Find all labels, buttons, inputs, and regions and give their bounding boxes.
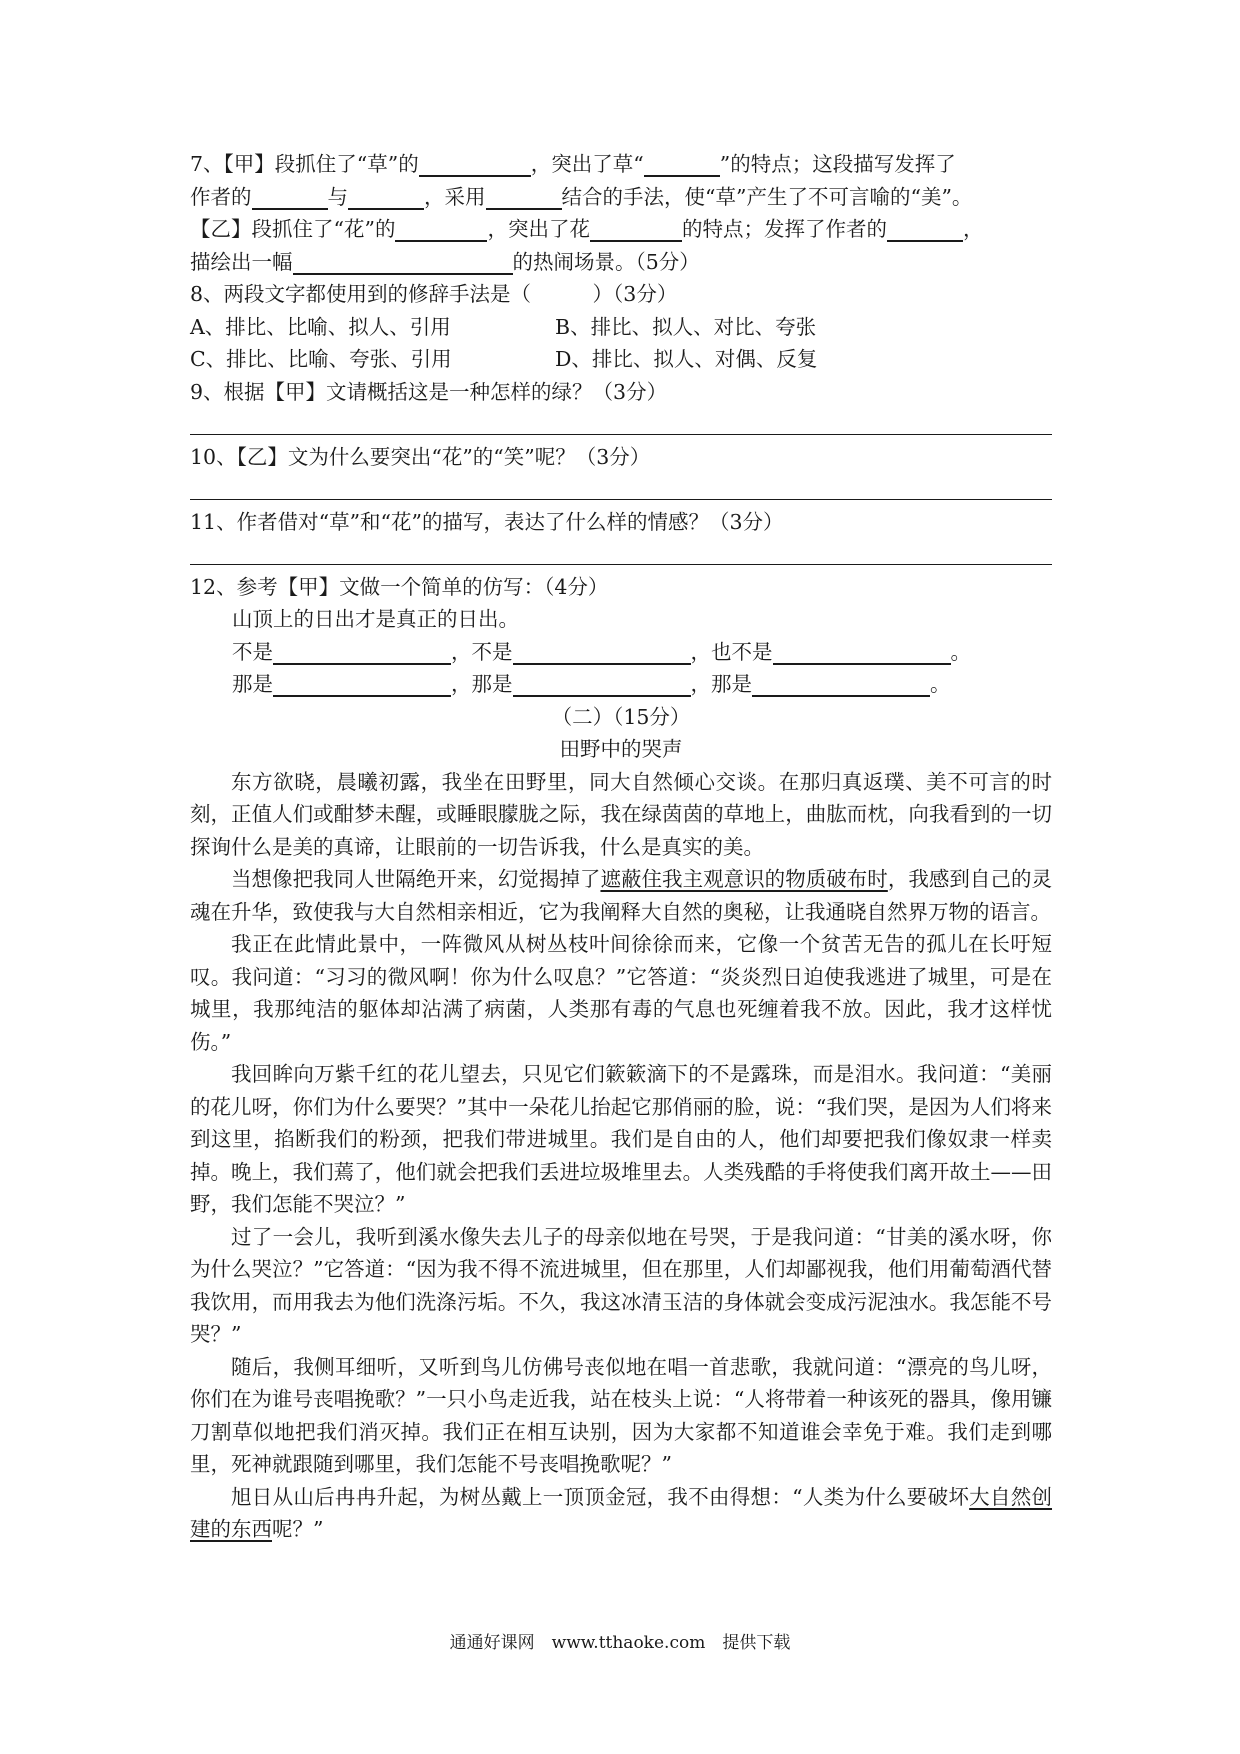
q7-text: ，突出了花 <box>487 217 590 241</box>
underlined-phrase: 遮蔽住我主观意识的物质破布时 <box>600 867 888 891</box>
passage-paragraph-3: 我正在此情此景中，一阵微风从树丛枝叶间徐徐而来，它像一个贫苦无告的孤儿在长吁短叹。我问道：“习习的微风啊！你为什么叹息？”它答道：“炎炎烈日迫使我逃进了城里，可是在城里，我那纯洁的躯体却沾满了病菌，人类那有毒的气息也死缠着我不放。因此，我才这样忧伤。” <box>190 932 1052 1054</box>
paragraph-text: 当想像把我同人世隔绝开来，幻觉揭掉了 <box>231 867 601 891</box>
option-d[interactable]: D、排比、拟人、对偶、反复 <box>555 347 818 371</box>
q7-text: ”的特点；这段描写发挥了 <box>719 152 956 176</box>
answer-blank[interactable] <box>513 673 691 697</box>
q8-options-row-2 <box>190 343 1052 376</box>
answer-blank[interactable] <box>590 218 682 242</box>
paragraph-text: 旭日从山后冉冉升起，为树丛戴上一顶顶金冠，我不由得想：“人类为什么要破坏 <box>231 1484 970 1509</box>
q7-text: 结合的手法，使“草”产生了不可言喻的“美”。 <box>561 184 973 209</box>
q12-text: ，那是 <box>690 672 752 696</box>
q12-text: 。 <box>930 672 951 696</box>
q12-row-2 <box>190 668 1052 701</box>
q12-text: ，那是 <box>451 672 513 696</box>
passage-paragraph-6: 随后，我侧耳细听，又听到鸟儿仿佛号丧似地在唱一首悲歌，我就问道：“漂亮的鸟儿呀，你们在为谁号丧唱挽歌？”一只小鸟走近我，站在枝头上说：“人将带着一种该死的器具，像用镰刀割草似地把我们消灭掉。我们正在相互诀别，因为大家都不知道谁会幸免于难。我们走到哪里，死神就跟随到哪里，我们怎能不号丧唱挽歌呢？” <box>190 1354 1052 1476</box>
answer-blank[interactable] <box>513 641 691 665</box>
passage-paragraph-7 <box>190 1481 1052 1546</box>
q12-example: 山顶上的日出才是真正的日出。 <box>232 607 519 631</box>
answer-blank[interactable] <box>273 641 451 665</box>
passage-paragraph-4: 我回眸向万紫千红的花儿望去，只见它们簌簌滴下的不是露珠，而是泪水。我问道：“美丽的花儿呀，你们为什么要哭？”其中一朵花儿抬起它那俏丽的脸，说：“我们哭，是因为人们将来到这里，掐断我们的粉颈，把我们带进城里。我们是自由的人，他们却要把我们像奴隶一样卖掉。晚上，我们蔫了，他们就会把我们丢进垃圾堆里去。人类残酷的手将使我们离开故土——田野，我们怎能不哭泣？” <box>190 1062 1052 1216</box>
answer-blank[interactable] <box>773 641 951 665</box>
q7-text: ， <box>962 217 984 241</box>
q7-text: 的热闹场景。（5分） <box>512 249 700 274</box>
answer-blank[interactable] <box>752 673 930 697</box>
q12-text: 不是 <box>232 639 273 664</box>
q7-text: 【乙】段抓住了“花”的 <box>190 217 396 241</box>
answer-blank[interactable] <box>293 251 513 275</box>
option-c[interactable]: C、排比、比喻、夸张、引用 <box>190 347 452 371</box>
answer-blank[interactable] <box>887 218 963 242</box>
answer-blank[interactable] <box>252 186 328 210</box>
q10-stem: 10、【乙】文为什么要突出“花”的“笑”呢？（3分） <box>190 444 651 469</box>
q9-answer-line[interactable] <box>190 408 1052 441</box>
q7-text: ，突出了草“ <box>530 152 644 176</box>
q7-text: 与 <box>327 184 348 209</box>
answer-blank[interactable] <box>644 153 720 177</box>
option-b[interactable]: B、排比、拟人、对比、夸张 <box>555 314 817 339</box>
q7-line-4 <box>190 246 1052 279</box>
paragraph-text: ，我感到自己的灵魂在升华，致使我与大自然相亲相近，它为我阐释大自然的奥秘，让我通晓自然界万物的语言。 <box>190 867 1053 924</box>
paragraph-text: 呢？” <box>272 1517 324 1541</box>
passage-paragraph-2 <box>190 863 1052 928</box>
answer-blank[interactable] <box>348 186 424 210</box>
answer-blank[interactable] <box>273 673 451 697</box>
q7-line-1 <box>190 148 1052 181</box>
q7-line-2 <box>190 181 1052 214</box>
section-heading: （二）（15分） <box>551 704 691 729</box>
q12-stem: 12、参考【甲】文做一个简单的仿写：（4分） <box>190 574 609 599</box>
passage-paragraph-1: 东方欲晓，晨曦初露，我坐在田野里，同大自然倾心交谈。在那归真返璞、美不可言的时刻，正值人们或酣梦未醒，或睡眼朦胧之际，我在绿茵茵的草地上，曲肱而枕，向我看到的一切探询什么是美的真谛，让眼前的一切告诉我，什么是真实的美。 <box>190 769 1052 859</box>
answer-blank[interactable] <box>419 153 531 177</box>
q12-text: ，也不是 <box>690 639 773 664</box>
q9-stem: 9、根据【甲】文请概括这是一种怎样的绿？（3分） <box>190 379 668 404</box>
q12-text: 那是 <box>232 672 273 696</box>
passage-title: 田野中的哭声 <box>559 737 683 761</box>
q7-text: 7、【甲】段抓住了“草”的 <box>190 152 419 176</box>
exam-page <box>190 148 1052 1546</box>
q12-row-1 <box>190 636 1052 669</box>
passage-paragraph-5: 过了一会儿，我听到溪水像失去儿子的母亲似地在号哭，于是我问道：“甘美的溪水呀，你为什么哭泣？”它答道：“因为我不得不流进城里，但在那里，人们却鄙视我，他们用葡萄酒代替我饮用，而用我去为他们洗涤污垢。不久，我这冰清玉洁的身体就会变成污泥浊水。我怎能不号哭？” <box>190 1224 1052 1346</box>
q8-stem: 8、两段文字都使用到的修辞手法是（ ）（3分） <box>190 282 678 306</box>
answer-blank[interactable] <box>395 218 487 242</box>
answer-blank[interactable] <box>486 186 562 210</box>
q12-text: ，不是 <box>451 639 513 664</box>
q11-stem: 11、作者借对“草”和“花”的描写，表达了什么样的情感？（3分） <box>190 509 784 534</box>
underlined-phrase: 大自然创建的东西 <box>190 1484 1053 1541</box>
q7-text: ，采用 <box>424 184 486 209</box>
footer-source: 通通好课网 www.tthaoke.com 提供下载 <box>449 1633 791 1653</box>
q8-options-row-1 <box>190 311 1052 344</box>
q7-text: 描绘出一幅 <box>190 249 293 274</box>
q10-answer-line[interactable] <box>190 473 1052 506</box>
option-a[interactable]: A、排比、比喻、拟人、引用 <box>190 314 451 339</box>
q12-text: 。 <box>950 639 971 664</box>
q7-line-3 <box>190 213 1052 246</box>
q7-text: 作者的 <box>190 184 252 209</box>
q7-text: 的特点；发挥了作者的 <box>681 217 887 241</box>
q11-answer-line[interactable] <box>190 538 1052 571</box>
